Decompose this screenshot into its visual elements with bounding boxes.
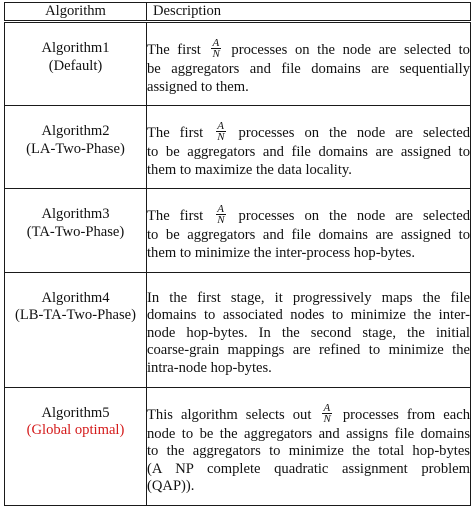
algorithm-table [4,2,471,506]
algorithm-cell [5,22,147,106]
description-line: be aggregators and file domains are sequentially [147,61,470,77]
table-header-row [5,3,471,22]
fraction-a-over-n: $\frac{A}{N}$ [217,203,225,227]
description-line: them to minimize the inter-process hop-bytes. [147,244,416,261]
description-cell [147,189,471,272]
description-cell [147,387,471,505]
description-first-line: This algorithm selects out $\frac{A}{N}$ processes from each [147,401,471,425]
algorithm-cell [5,189,147,272]
description-cell [147,272,471,387]
algorithm-name: Algorithm3 [41,206,110,223]
fraction-a-over-n: $\frac{A}{N}$ [323,401,331,425]
description-line: assigned to them. [147,78,249,95]
fraction-a-over-n: $\frac{A}{N}$ [217,120,225,144]
algorithm-name: Algorithm5 [41,404,110,421]
description-cell [147,22,471,106]
algorithm-cell [5,387,147,505]
table-row [5,272,471,387]
description-line: node hop-bytes. In the second stage, the initial [147,324,470,341]
algorithm-subtitle: (TA-Two-Phase) [26,223,125,240]
description-line: (QAP)). [147,478,195,495]
description-line: them to maximize the data locality. [147,161,352,178]
description-line: In the first stage, it progressively maps the file [147,289,470,306]
algorithm-cell [5,272,147,387]
table-row [5,22,471,106]
description-line: coarse-grain mappings are refined to minimize the [147,342,470,359]
fraction-a-over-n: $\frac{A}{N}$ [212,37,220,60]
table-row [5,189,471,272]
description-line: intra-node hop-bytes. [147,359,272,376]
description-line: to be aggregators and file domains are assigned to [147,227,470,244]
description-first-line: The first $\frac{A}{N}$ processes on the node are selected [147,120,470,144]
header-description: Description [147,3,471,22]
algorithm-subtitle: (LB-TA-Two-Phase) [14,307,136,324]
algorithm-subtitle: (Default) [48,57,103,74]
description-line: to be aggregators and file domains are assigned to [147,144,470,161]
algorithm-name: Algorithm1 [41,40,110,56]
description-first-line: The first $\frac{A}{N}$ processes on the node are selected to [147,37,470,60]
description-line: (A NP complete quadratic assignment problem [147,460,470,477]
table-row [5,387,471,505]
algorithm-cell [5,106,147,189]
algorithm-name: Algorithm4 [41,289,110,306]
algorithm-name: Algorithm2 [41,123,110,140]
table-row [5,106,471,189]
description-line: node to be the aggregators and assigns file domains [147,425,470,442]
algorithm-subtitle: (Global optimal) [26,422,125,439]
algorithm-subtitle: (LA-Two-Phase) [26,140,125,157]
header-algorithm: Algorithm [5,3,147,22]
description-first-line: The first $\frac{A}{N}$ processes on the node are selected [147,203,470,227]
description-line: to the aggregators to minimize the total hop-bytes [147,443,470,460]
description-cell [147,106,471,189]
description-line: domains to associated nodes to minimize the inter- [147,307,470,324]
